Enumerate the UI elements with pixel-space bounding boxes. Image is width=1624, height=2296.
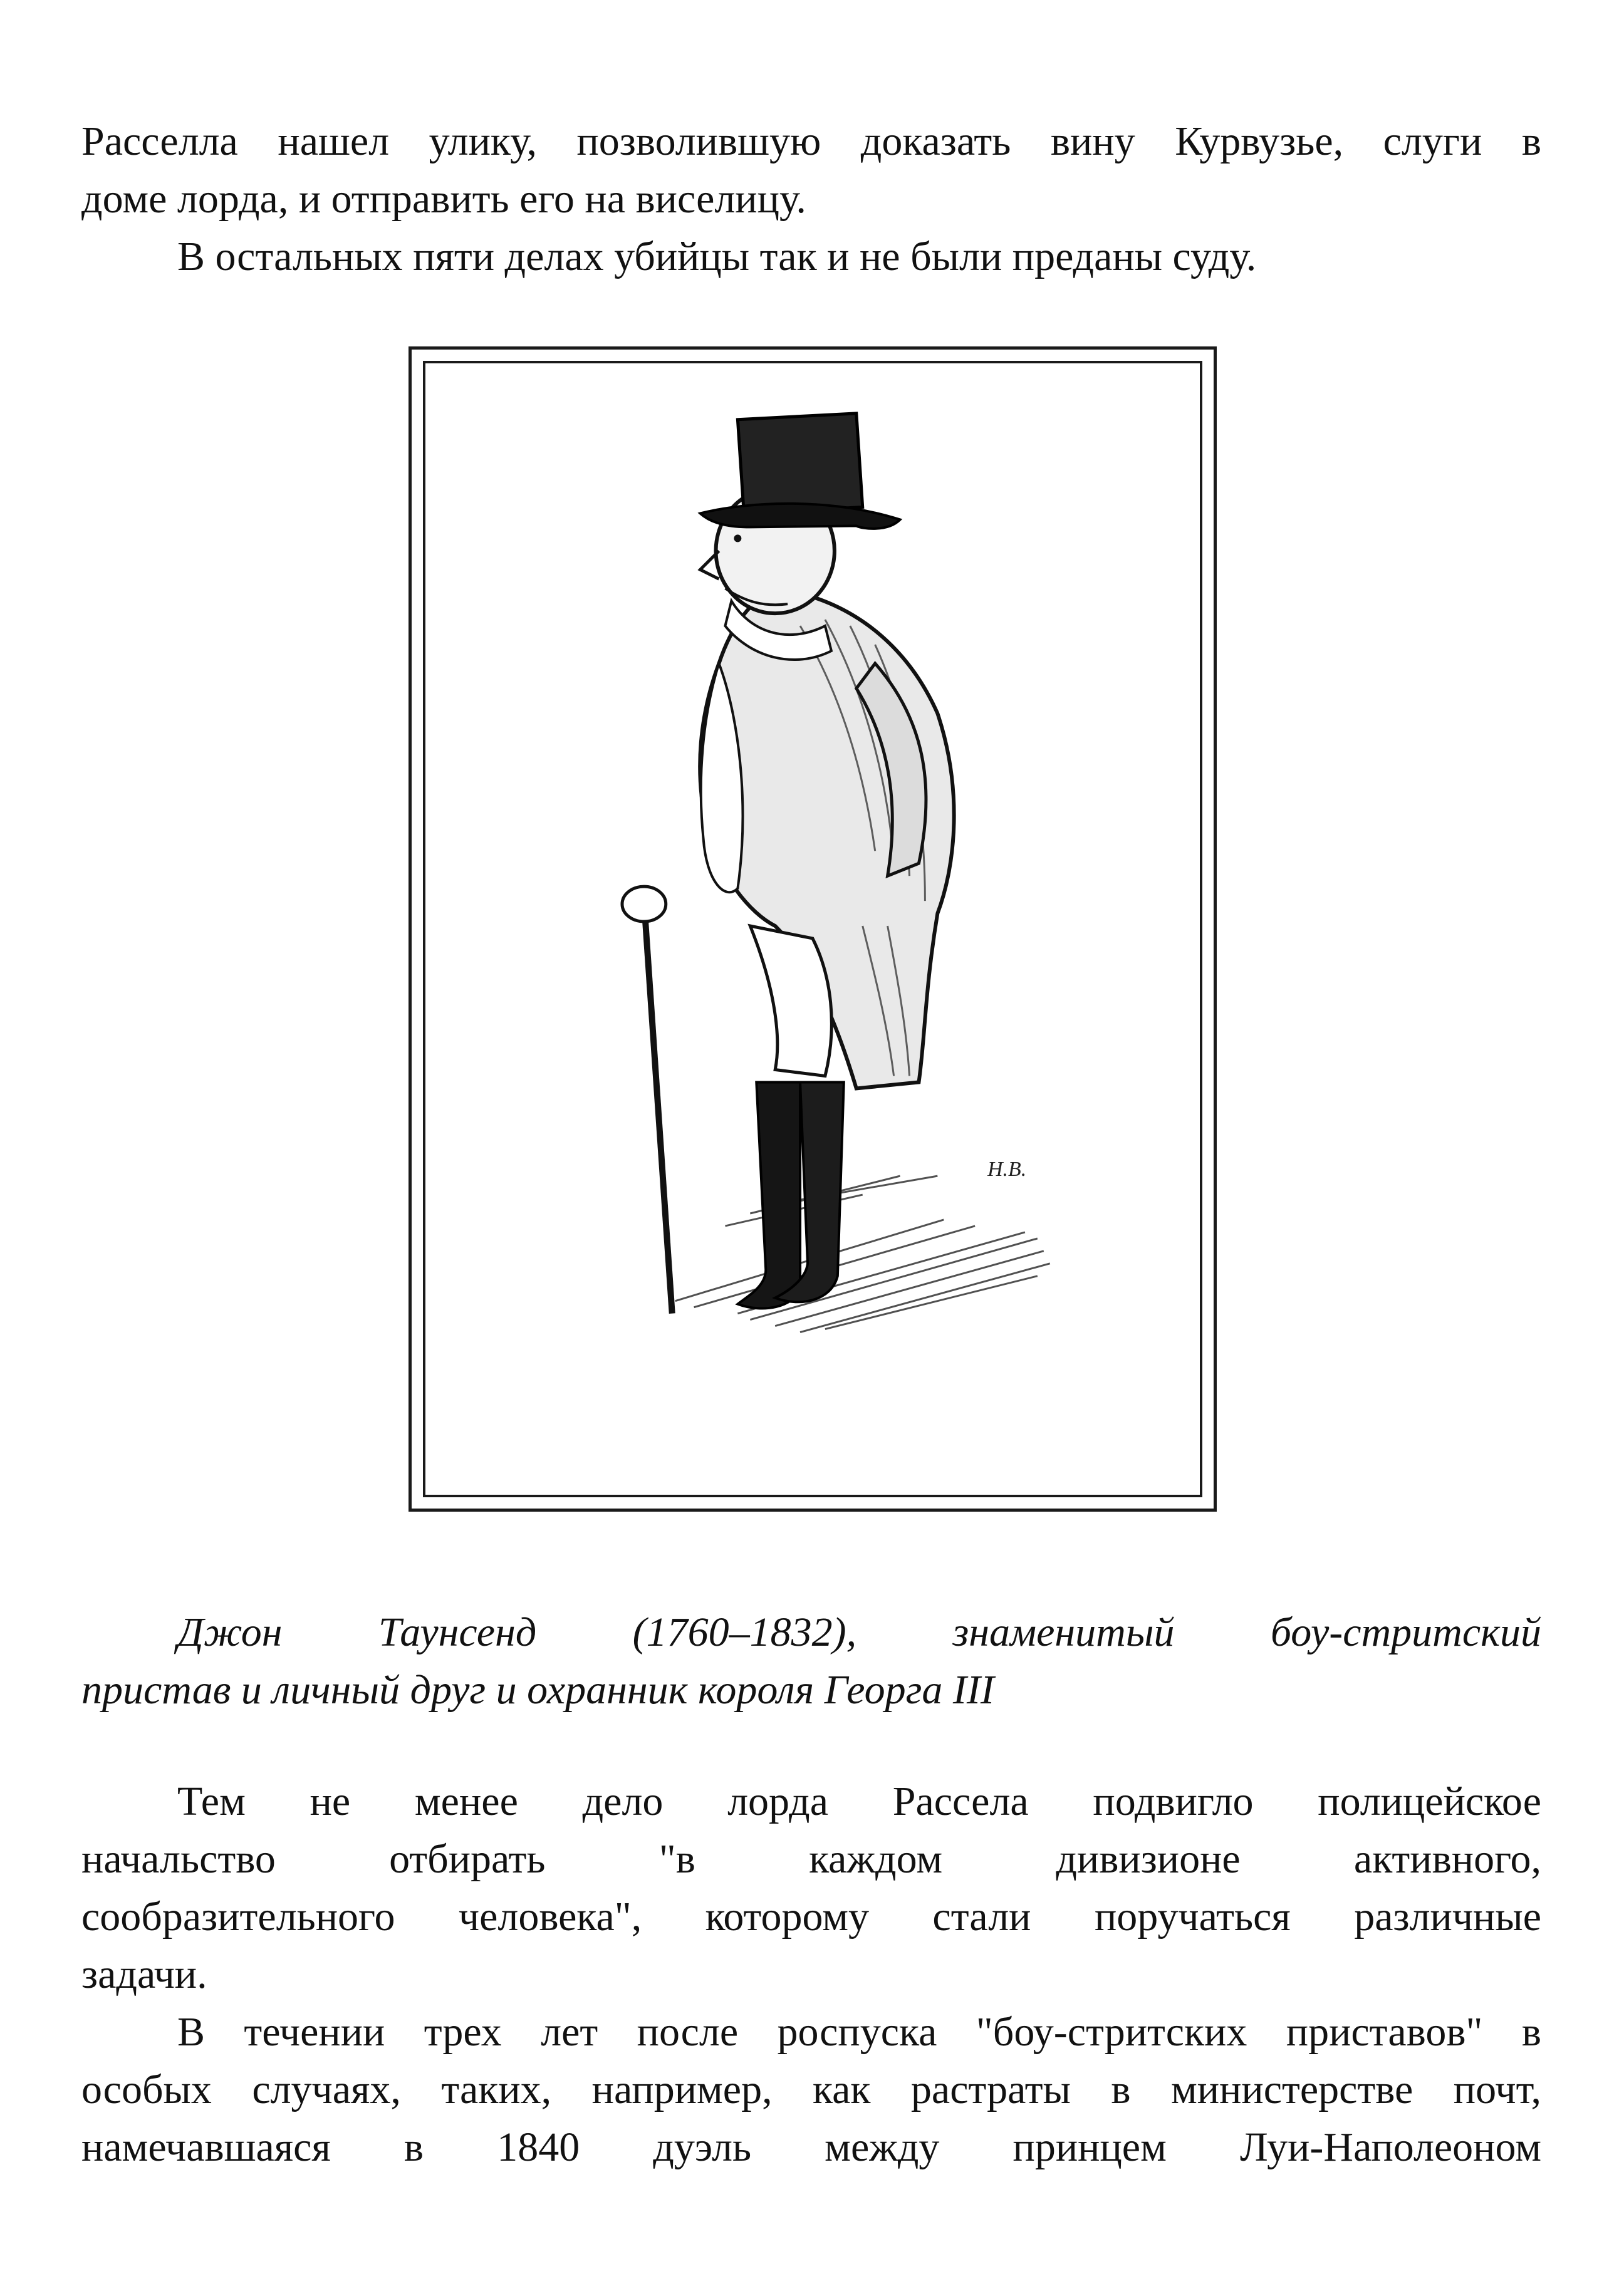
- text-line: Тем не менее дело лорда Рассела подвигло полицейское: [177, 1779, 1541, 1824]
- text-line: В течении трех лет после роспуска "боу-стритских приставов" в: [177, 2009, 1541, 2055]
- text-line: Расселла нашел улику, позволившую доказать вину Курвузье, слуги в: [81, 118, 1541, 164]
- body-paragraph-1: [81, 1773, 1541, 2003]
- portrait-illustration: [425, 363, 1200, 1495]
- top-paragraph: [81, 113, 1541, 286]
- text-line: сообразительного человека", которому стали поручаться различные: [81, 1894, 1541, 1940]
- cane: [644, 901, 672, 1314]
- caption-line: пристав и личный друг и охранник короля Георга III: [81, 1667, 994, 1713]
- body-paragraph-2: [81, 2003, 1541, 2176]
- text-line: начальство отбирать "в каждом дивизионе активного,: [81, 1836, 1541, 1882]
- text-line: задачи.: [81, 1951, 207, 1997]
- top-hat: [737, 413, 862, 514]
- hand: [622, 886, 666, 922]
- figure-frame: [409, 346, 1217, 1512]
- text-line: доме лорда, и отправить его на виселицу.: [81, 176, 806, 222]
- caption-line: Джон Таунсенд (1760–1832), знаменитый боу-стритский: [177, 1609, 1541, 1655]
- text-line: особых случаях, таких, например, как растраты в министерстве почт,: [81, 2067, 1541, 2112]
- boot-left: [737, 1082, 800, 1308]
- figure-caption: [81, 1604, 1541, 1719]
- ground-shadow: [675, 1176, 1050, 1332]
- text-line: В остальных пяти делах убийцы так и не были преданы суду.: [177, 234, 1257, 279]
- hat-brim: [700, 504, 900, 529]
- figure-inner-frame: [423, 361, 1202, 1497]
- text-line: намечавшаяся в 1840 дуэль между принцем Луи-Наполеоном: [81, 2124, 1541, 2170]
- artist-signature: H.B.: [987, 1158, 1027, 1182]
